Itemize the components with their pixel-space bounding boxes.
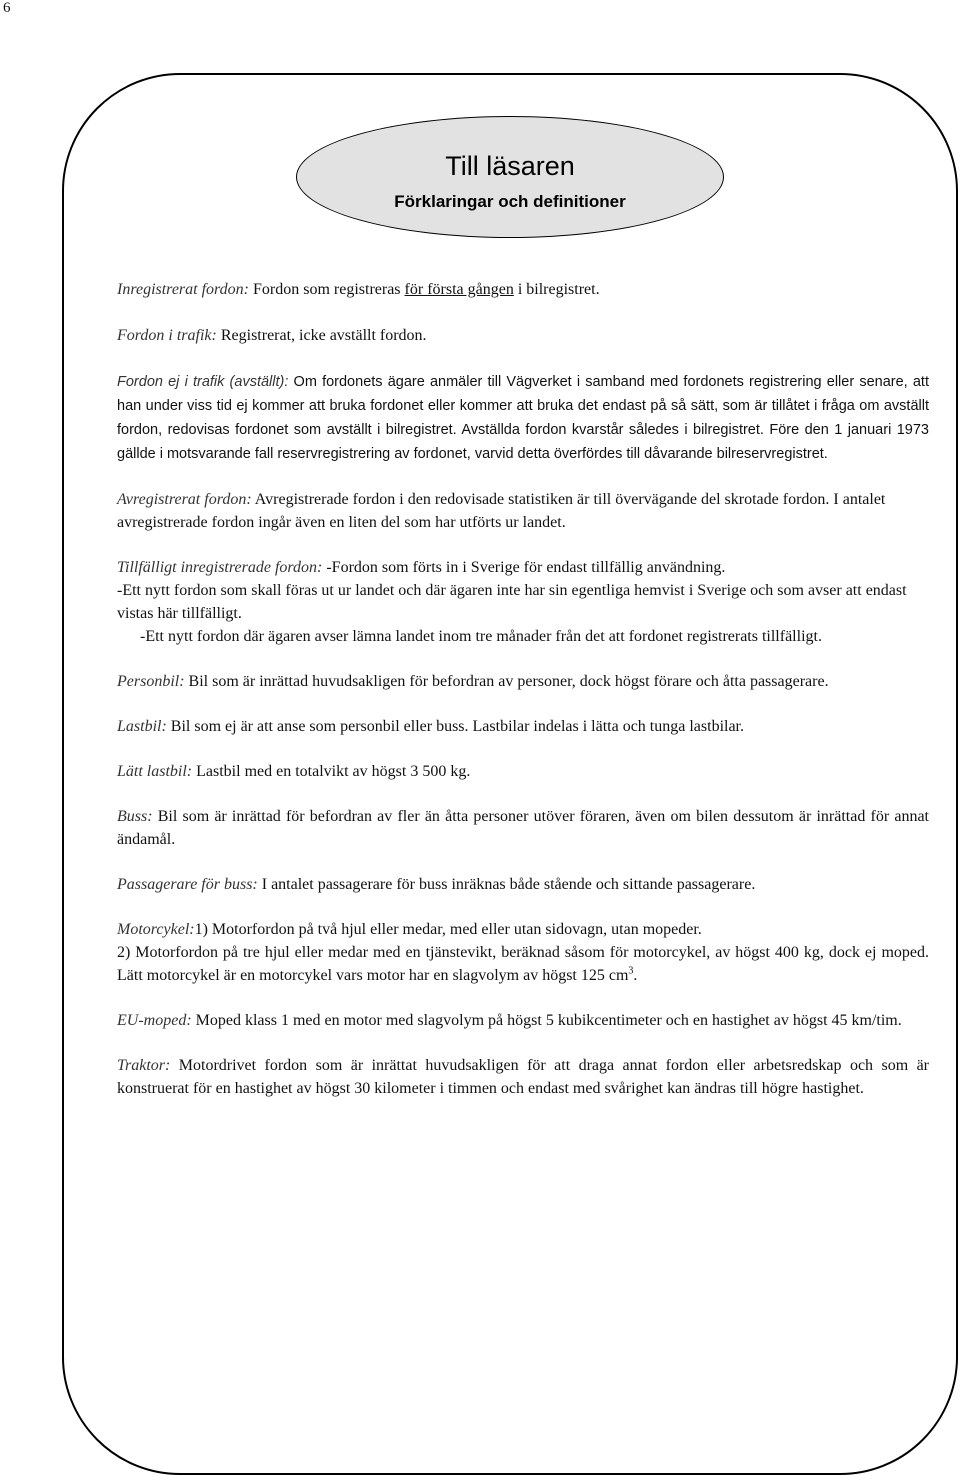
definition-lastbil bbox=[117, 715, 929, 738]
title-oval bbox=[296, 116, 724, 238]
definition-fordon-ej-i-trafik bbox=[117, 370, 929, 466]
definition-text: Registrerat, icke avställt fordon. bbox=[216, 327, 427, 344]
page-title: Till läsaren bbox=[445, 151, 575, 181]
definition-text: Moped klass 1 med en motor med slagvolym på högst 5 kubikcentimeter och en hastighet av högst 45 km/tim. bbox=[191, 1012, 902, 1029]
definition-traktor bbox=[117, 1054, 929, 1100]
definition-text: . bbox=[633, 967, 638, 984]
definition-line: -Ett nytt fordon som skall föras ut ur landet och där ägaren inte har sin egentliga hemvist i Sverige och som avser att endast vistas här tillfälligt. bbox=[117, 582, 907, 622]
definition-text: Lastbil med en totalvikt av högst 3 500 kg. bbox=[192, 763, 471, 780]
definition-term: Fordon ej i trafik (avställt): bbox=[117, 374, 289, 390]
definition-text: 1) Motorfordon på två hjul eller medar, med eller utan sidovagn, utan mopeder. bbox=[194, 921, 702, 938]
page-number: 6 bbox=[3, 0, 11, 16]
definition-text: 2) Motorfordon på tre hjul eller medar med en tjänstevikt, beräknad såsom för motorcykel, av högst 400 kg, dock ej moped. Lätt motorcykel är en motorcykel vars motor har en slagvolym av högst 125 cm bbox=[117, 944, 929, 984]
definition-term: Avregistrerat fordon: bbox=[117, 491, 252, 508]
definition-passagerare-buss bbox=[117, 873, 929, 896]
definition-line bbox=[117, 918, 929, 941]
superscript: 3 bbox=[628, 965, 634, 977]
definition-buss bbox=[117, 805, 929, 851]
definition-latt-lastbil bbox=[117, 760, 929, 783]
definition-term: Personbil: bbox=[117, 673, 185, 690]
definition-line bbox=[117, 941, 929, 987]
definition-fordon-i-trafik bbox=[117, 324, 929, 347]
definition-term: Lastbil: bbox=[117, 718, 167, 735]
definition-tillfalligt-inregistrerade bbox=[117, 556, 929, 648]
definition-line: -Ett nytt fordon där ägaren avser lämna landet inom tre månader från det att fordonet registrerats tillfälligt. bbox=[140, 628, 822, 645]
definition-term: EU-moped: bbox=[117, 1012, 192, 1029]
definition-text: Bil som ej är att anse som personbil eller buss. Lastbilar indelas i lätta och tunga lastbilar. bbox=[166, 718, 744, 735]
definitions-list bbox=[117, 278, 929, 1100]
page-subtitle: Förklaringar och definitioner bbox=[394, 192, 626, 211]
definition-text: -Fordon som förts in i Sverige för endast tillfällig användning. bbox=[322, 559, 726, 576]
definition-inregistrerat-fordon bbox=[117, 278, 929, 301]
definition-term: Traktor: bbox=[117, 1057, 171, 1074]
definition-term: Motorcykel: bbox=[117, 921, 195, 938]
definition-term: Lätt lastbil: bbox=[117, 763, 193, 780]
definition-line bbox=[117, 556, 929, 579]
definition-text: Motordrivet fordon som är inrättat huvudsakligen för att draga annat fordon eller arbetsredskap och som är konstruerat för en hastighet av högst 30 kilometer i timmen och endast med svårighet kan ändras till högre hastighet. bbox=[117, 1057, 929, 1097]
definition-avregistrerat-fordon bbox=[117, 488, 929, 534]
definition-term: Fordon i trafik: bbox=[117, 327, 217, 344]
definition-personbil bbox=[117, 670, 929, 693]
definition-text: Om fordonets ägare anmäler till Vägverket i samband med fordonets registrering eller senare, att han under viss tid ej kommer att bruka fordonet eller kommer att bruka det endast på så sätt, som är tillåtet i fråga om avställt fordon, redovisas fordonet som avställt i bilregistret. Avställda fordon kvarstår således i bilregistret. Före den 1 januari 1973 gällde i motsvarande fall reservregistrering av fordonet, varvid detta överfördes till dåvarande bilreservregistret. bbox=[117, 374, 929, 462]
definition-motorcykel bbox=[117, 918, 929, 987]
definition-underlined-text: för första gången bbox=[404, 281, 514, 298]
definition-term: Tillfälligt inregistrerade fordon: bbox=[117, 559, 323, 576]
definition-term: Passagerare för buss: bbox=[117, 876, 258, 893]
definition-text: Avregistrerade fordon i den redovisade statistiken är till övervägande del skrotade fordon. I antalet avregistrerade fordon ingår även en liten del som har utförts ur landet. bbox=[117, 491, 886, 531]
definition-text: i bilregistret. bbox=[513, 281, 600, 298]
definition-term: Buss: bbox=[117, 808, 153, 825]
definition-text: Fordon som registreras bbox=[249, 281, 405, 298]
definition-text: Bil som är inrättad för befordran av fler än åtta personer utöver föraren, även om bilen dessutom är inrättad för annat ändamål. bbox=[117, 808, 929, 848]
definition-term: Inregistrerat fordon: bbox=[117, 281, 249, 298]
definition-text: Bil som är inrättad huvudsakligen för befordran av personer, dock högst förare och åtta passagerare. bbox=[184, 673, 829, 690]
definition-eu-moped bbox=[117, 1009, 929, 1032]
definition-text: I antalet passagerare för buss inräknas både stående och sittande passagerare. bbox=[257, 876, 756, 893]
